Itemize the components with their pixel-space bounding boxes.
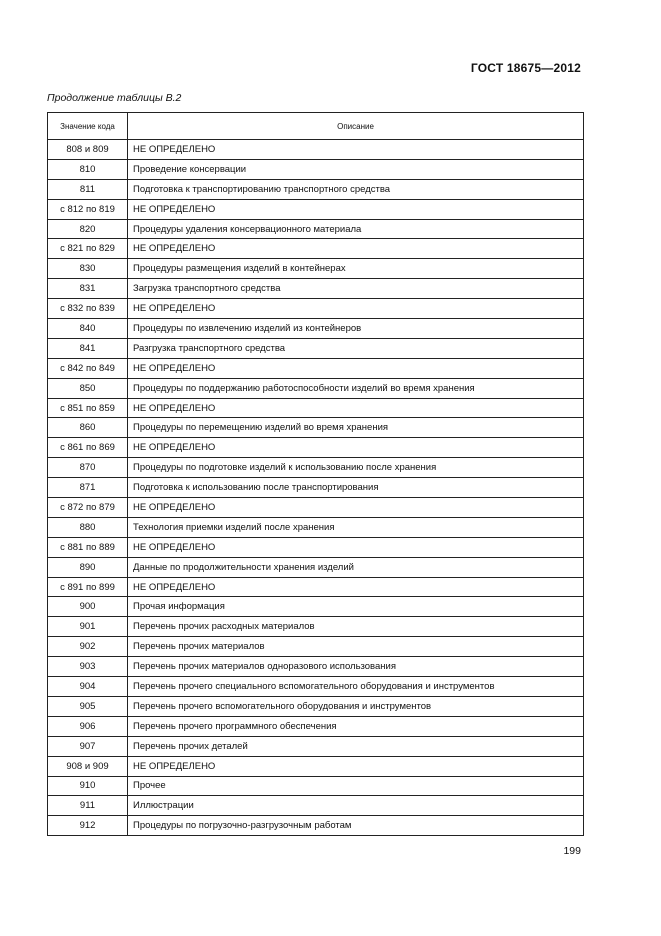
code-cell: с 832 по 839 bbox=[48, 299, 128, 319]
description-cell: Процедуры по поддержанию работоспособности изделий во время хранения bbox=[128, 378, 584, 398]
description-cell: НЕ ОПРЕДЕЛЕНО bbox=[128, 756, 584, 776]
code-cell: 860 bbox=[48, 418, 128, 438]
table-row bbox=[48, 657, 584, 677]
table-row bbox=[48, 319, 584, 339]
table-row bbox=[48, 279, 584, 299]
description-cell: Загрузка транспортного средства bbox=[128, 279, 584, 299]
page-number: 199 bbox=[563, 845, 581, 857]
table-row bbox=[48, 517, 584, 537]
code-cell: 906 bbox=[48, 716, 128, 736]
description-cell: Иллюстрации bbox=[128, 796, 584, 816]
code-cell: 808 и 809 bbox=[48, 140, 128, 160]
description-cell: Разгрузка транспортного средства bbox=[128, 338, 584, 358]
code-cell: 820 bbox=[48, 219, 128, 239]
code-cell: 900 bbox=[48, 597, 128, 617]
description-cell: Перечень прочего специального вспомогательного оборудования и инструментов bbox=[128, 677, 584, 697]
code-cell: 850 bbox=[48, 378, 128, 398]
table-row bbox=[48, 776, 584, 796]
table-row bbox=[48, 637, 584, 657]
table-row bbox=[48, 756, 584, 776]
table-row bbox=[48, 677, 584, 697]
description-cell: НЕ ОПРЕДЕЛЕНО bbox=[128, 577, 584, 597]
table-row bbox=[48, 219, 584, 239]
table-row bbox=[48, 418, 584, 438]
code-cell: с 821 по 829 bbox=[48, 239, 128, 259]
code-cell: 910 bbox=[48, 776, 128, 796]
description-cell: Подготовка к использованию после транспортирования bbox=[128, 478, 584, 498]
table-row bbox=[48, 696, 584, 716]
table-row bbox=[48, 557, 584, 577]
code-cell: 810 bbox=[48, 159, 128, 179]
table-row bbox=[48, 796, 584, 816]
table-row bbox=[48, 498, 584, 518]
description-cell: Перечень прочих деталей bbox=[128, 736, 584, 756]
code-cell: 904 bbox=[48, 677, 128, 697]
code-cell: 902 bbox=[48, 637, 128, 657]
description-cell: Процедуры по погрузочно-разгрузочным работам bbox=[128, 816, 584, 836]
description-cell: Перечень прочих материалов одноразового использования bbox=[128, 657, 584, 677]
description-cell: Подготовка к транспортированию транспортного средства bbox=[128, 179, 584, 199]
code-cell: 870 bbox=[48, 458, 128, 478]
description-cell: Прочая информация bbox=[128, 597, 584, 617]
code-cell: 880 bbox=[48, 517, 128, 537]
table-row bbox=[48, 299, 584, 319]
table-caption: Продолжение таблицы В.2 bbox=[47, 92, 182, 104]
column-header-description: Описание bbox=[128, 113, 584, 140]
code-cell: 908 и 909 bbox=[48, 756, 128, 776]
code-cell: 907 bbox=[48, 736, 128, 756]
code-cell: с 891 по 899 bbox=[48, 577, 128, 597]
code-cell: 911 bbox=[48, 796, 128, 816]
description-cell: НЕ ОПРЕДЕЛЕНО bbox=[128, 438, 584, 458]
description-cell: НЕ ОПРЕДЕЛЕНО bbox=[128, 398, 584, 418]
table-row bbox=[48, 617, 584, 637]
table-row bbox=[48, 537, 584, 557]
table-row bbox=[48, 458, 584, 478]
table-body bbox=[48, 140, 584, 836]
code-cell: 905 bbox=[48, 696, 128, 716]
code-cell: с 842 по 849 bbox=[48, 358, 128, 378]
table-row bbox=[48, 438, 584, 458]
code-cell: с 851 по 859 bbox=[48, 398, 128, 418]
table-row bbox=[48, 179, 584, 199]
code-cell: 840 bbox=[48, 319, 128, 339]
description-cell: Перечень прочих расходных материалов bbox=[128, 617, 584, 637]
code-cell: с 861 по 869 bbox=[48, 438, 128, 458]
description-cell: Процедуры по подготовке изделий к использованию после хранения bbox=[128, 458, 584, 478]
code-cell: 841 bbox=[48, 338, 128, 358]
code-cell: 811 bbox=[48, 179, 128, 199]
table-row bbox=[48, 378, 584, 398]
table-row bbox=[48, 716, 584, 736]
description-cell: НЕ ОПРЕДЕЛЕНО bbox=[128, 140, 584, 160]
description-cell: НЕ ОПРЕДЕЛЕНО bbox=[128, 239, 584, 259]
table-row bbox=[48, 199, 584, 219]
description-cell: Процедуры по перемещению изделий во время хранения bbox=[128, 418, 584, 438]
table-row bbox=[48, 736, 584, 756]
code-cell: 871 bbox=[48, 478, 128, 498]
table-row bbox=[48, 338, 584, 358]
code-cell: 912 bbox=[48, 816, 128, 836]
document-header: ГОСТ 18675—2012 bbox=[470, 61, 581, 75]
table-row bbox=[48, 478, 584, 498]
description-cell: НЕ ОПРЕДЕЛЕНО bbox=[128, 299, 584, 319]
code-cell: 903 bbox=[48, 657, 128, 677]
description-cell: НЕ ОПРЕДЕЛЕНО bbox=[128, 358, 584, 378]
table-row bbox=[48, 577, 584, 597]
table-row bbox=[48, 140, 584, 160]
code-cell: 890 bbox=[48, 557, 128, 577]
table-row bbox=[48, 259, 584, 279]
description-cell: НЕ ОПРЕДЕЛЕНО bbox=[128, 537, 584, 557]
table-row bbox=[48, 398, 584, 418]
description-cell: Процедуры размещения изделий в контейнерах bbox=[128, 259, 584, 279]
table-row bbox=[48, 358, 584, 378]
table-row bbox=[48, 239, 584, 259]
code-cell: с 881 по 889 bbox=[48, 537, 128, 557]
description-cell: Перечень прочих материалов bbox=[128, 637, 584, 657]
column-header-code: Значение кода bbox=[48, 113, 128, 140]
description-cell: Перечень прочего вспомогательного оборудования и инструментов bbox=[128, 696, 584, 716]
table-row bbox=[48, 816, 584, 836]
code-cell: 831 bbox=[48, 279, 128, 299]
description-cell: НЕ ОПРЕДЕЛЕНО bbox=[128, 199, 584, 219]
description-cell: Перечень прочего программного обеспечения bbox=[128, 716, 584, 736]
description-cell: Процедуры по извлечению изделий из контейнеров bbox=[128, 319, 584, 339]
table-row bbox=[48, 159, 584, 179]
description-cell: Данные по продолжительности хранения изделий bbox=[128, 557, 584, 577]
description-cell: Проведение консервации bbox=[128, 159, 584, 179]
description-cell: Технология приемки изделий после хранения bbox=[128, 517, 584, 537]
description-cell: НЕ ОПРЕДЕЛЕНО bbox=[128, 498, 584, 518]
code-cell: с 812 по 819 bbox=[48, 199, 128, 219]
description-cell: Прочее bbox=[128, 776, 584, 796]
table-header-row bbox=[48, 113, 584, 140]
description-cell: Процедуры удаления консервационного материала bbox=[128, 219, 584, 239]
code-table bbox=[47, 112, 584, 836]
code-cell: 830 bbox=[48, 259, 128, 279]
code-cell: с 872 по 879 bbox=[48, 498, 128, 518]
table-row bbox=[48, 597, 584, 617]
code-cell: 901 bbox=[48, 617, 128, 637]
